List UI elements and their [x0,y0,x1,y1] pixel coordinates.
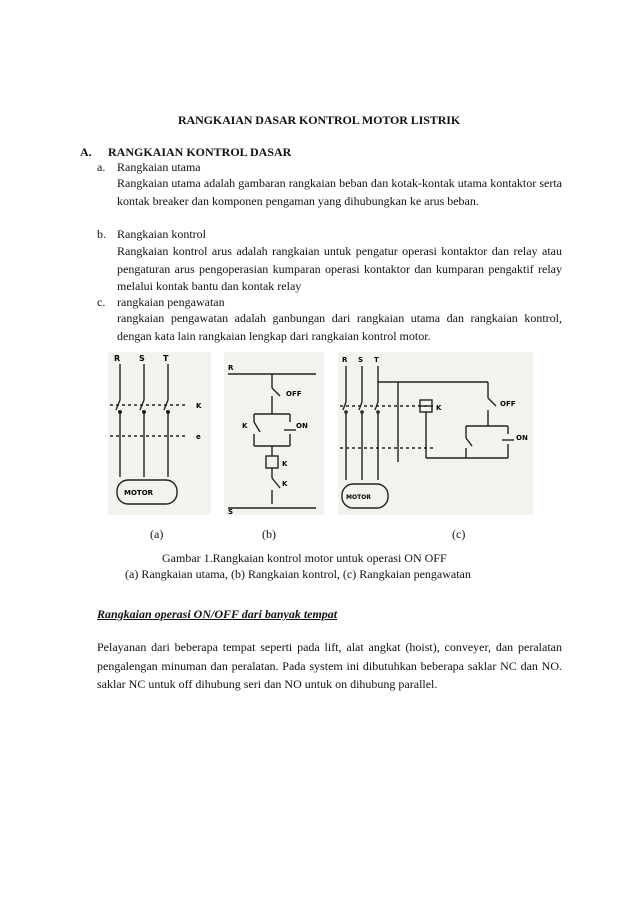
coil-k-label: K [282,460,288,468]
item-title: Rangkaian utama [117,160,201,174]
item-c-label [97,295,225,310]
item-letter: b. [97,227,106,241]
motor-label: MOTOR [346,494,371,501]
phase-t-label: T [374,356,379,364]
overload-e-label: e [196,433,201,441]
item-title: Rangkaian kontrol [117,227,206,241]
line-r-label: R [228,364,234,372]
motor-label: MOTOR [124,489,154,497]
section-a-heading [80,145,291,160]
figure-label-b: (b) [262,527,276,541]
item-letter: a. [97,160,106,174]
on-button-label: ON [296,422,308,430]
figure-caption-line1: Gambar 1.Rangkaian kontrol motor untuk operasi ON OFF [162,551,447,565]
figure-c-wiring-circuit [338,352,533,515]
phase-s-label: S [358,356,364,364]
off-button-label: OFF [500,400,516,408]
coil-k-label: K [436,404,442,412]
phase-t-label: T [163,354,169,363]
phase-r-label: R [114,354,121,363]
body-paragraph: Pelayanan dari beberapa tempat seperti pada lift, alat angkat (hoist), conveyer, dan peralatan pengalengan minuman dan peralatan. Pada system ini dibutuhkan beberapa saklar NC dan NO. saklar NC untuk off dihubung seri dan NO untuk on dihubung parallel. [97,640,562,691]
contactor-k-label: K [196,402,202,410]
item-a-text: Rangkaian utama adalah gambaran rangkaian beban dan kotak-kontak utama kontaktor serta kontak breaker dan komponen pengaman yang dihubungkan ke arus beban. [117,176,562,208]
on-button-label: ON [516,434,528,442]
phase-s-label: S [139,354,145,363]
section-title: RANGKAIAN KONTROL DASAR [108,145,292,159]
off-button-label: OFF [286,390,302,398]
line-s-label: S [228,508,234,515]
item-title: rangkaian pengawatan [117,295,225,309]
figure-a-main-circuit [108,352,211,515]
item-a-label [97,160,201,175]
overload-k-label: K [282,480,288,488]
item-b-label [97,227,206,242]
item-c-text: rangkaian pengawatan adalah ganbungan dari rangkaian utama dan rangkaian kontrol, dengan kata lain rangkaian lengkap dari rangkaian kontrol motor. [117,311,562,343]
figure-b-control-circuit [224,352,324,515]
subsection-heading: Rangkaian operasi ON/OFF dari banyak tempat [97,607,338,621]
hold-contact-k-label: K [242,422,248,430]
document-title: RANGKAIAN DASAR KONTROL MOTOR LISTRIK [177,113,461,127]
figure-label-c: (c) [452,527,466,541]
section-letter: A. [80,145,92,159]
item-letter: c. [97,295,106,309]
figure-caption-line2: (a) Rangkaian utama, (b) Rangkaian kontrol, (c) Rangkaian pengawatan [125,567,471,581]
phase-r-label: R [342,356,348,364]
figure-label-a: (a) [150,527,164,541]
item-b-text: Rangkaian kontrol arus adalah rangkaian untuk pengatur operasi kontaktor dan relay atau pengaturan arus pengoperasian kumparan operasi kontaktor dan kumparan pengaktif relay melalui kontak bantu dan kontak relay [117,244,562,294]
